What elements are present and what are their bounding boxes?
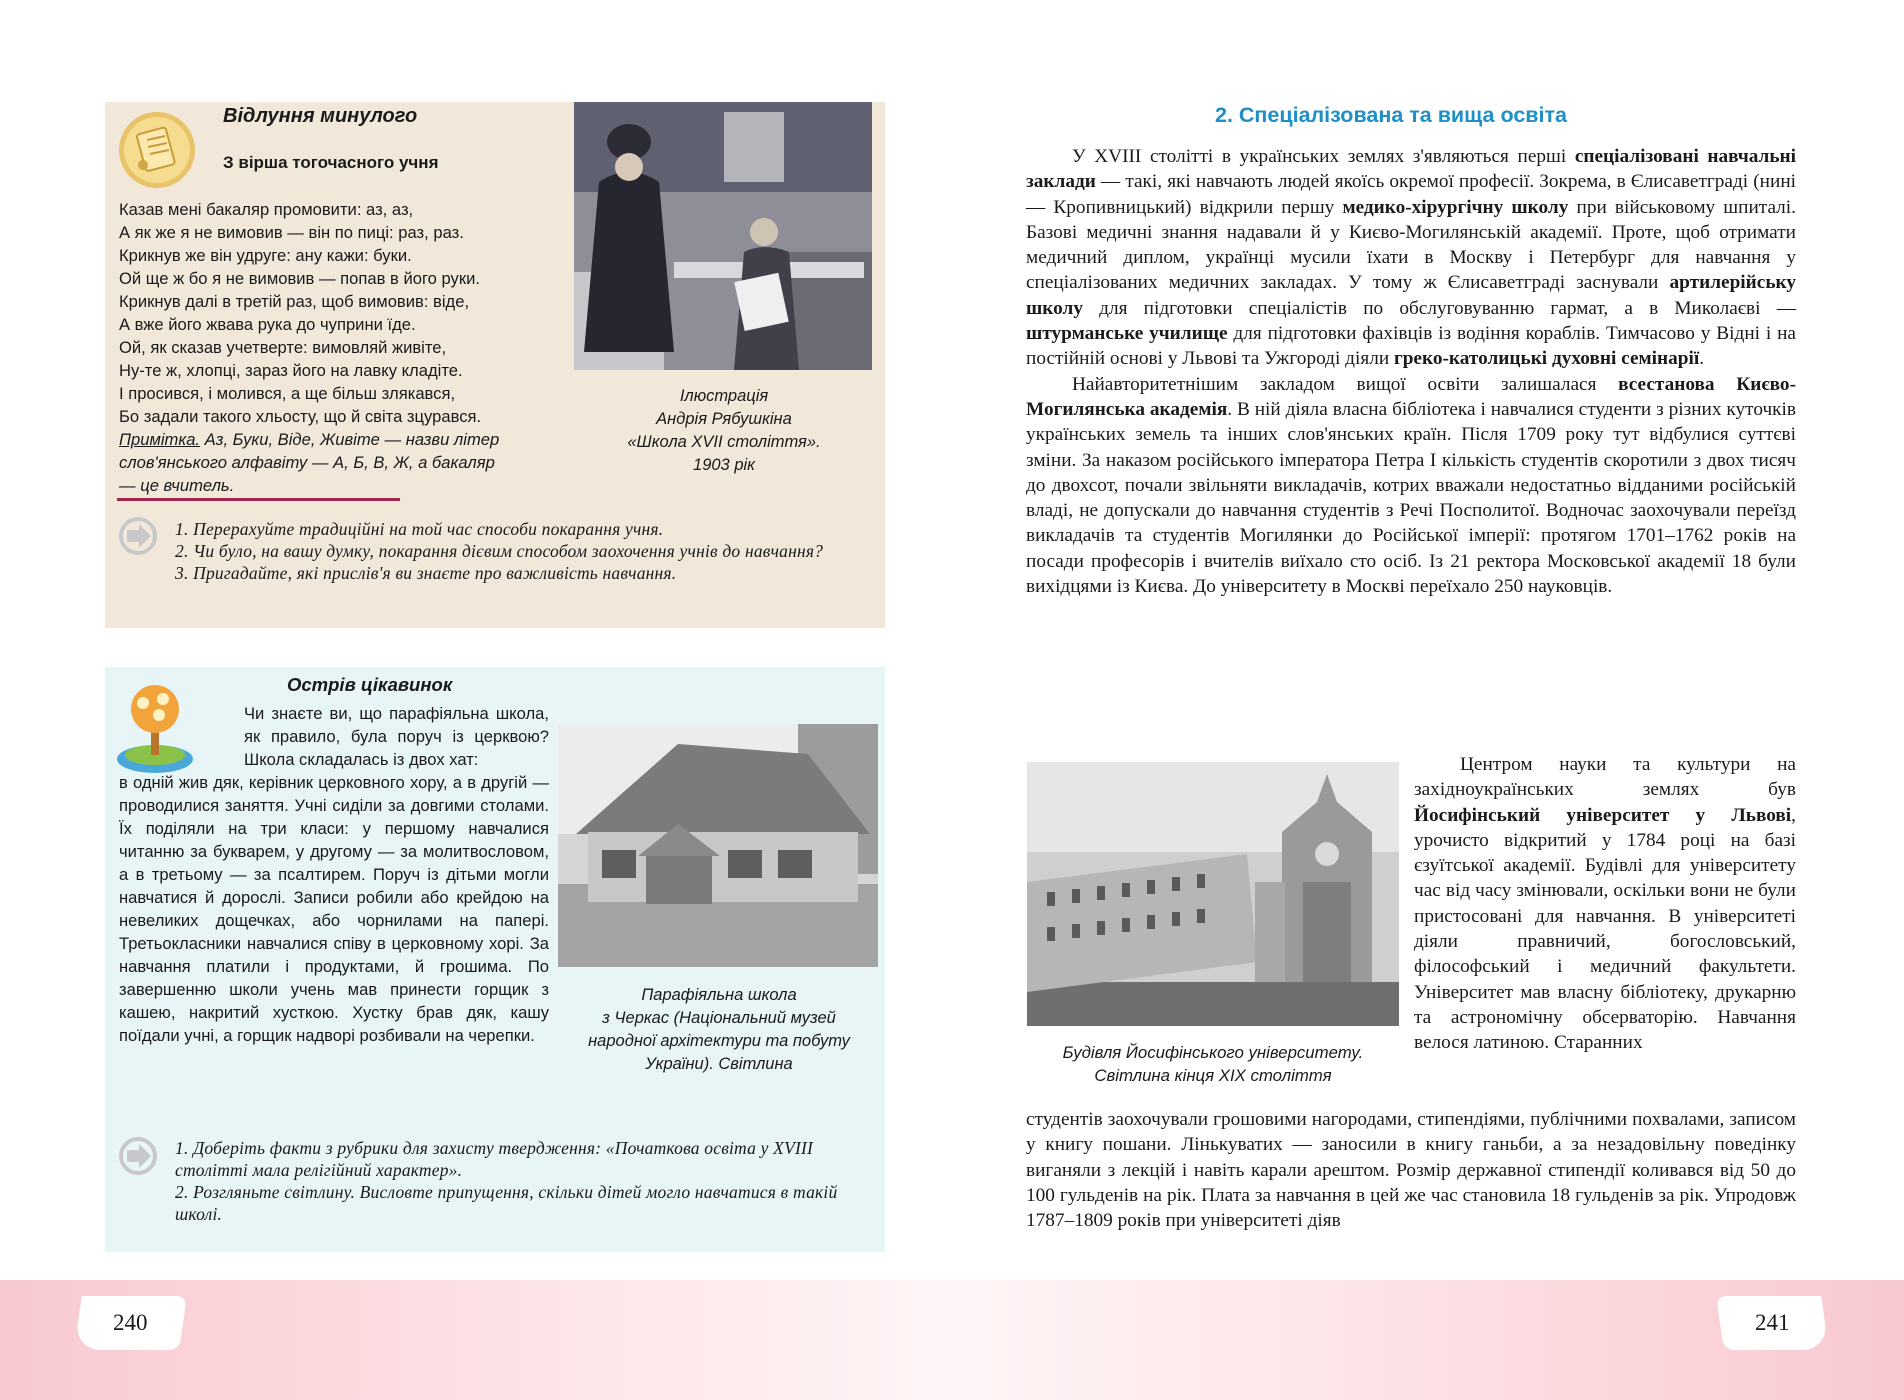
poem-line: А як же я не вимовив — він по пиці: раз, раз.: [119, 223, 464, 242]
poem-line: І просився, і молився, а ще більш злякався,: [119, 384, 456, 403]
poem: [119, 198, 579, 497]
caption-line: Світлина кінця XIX століття: [1094, 1066, 1332, 1085]
paragraph-kyiv-mohyla: Найавторитетнішим закладом вищої освіти залишалася всестанова Києво-Могилянська академія. В ній діяла власна бібліотека і навчалися студенти з різних куточків українських земель та інших слов'янських країн. Після 1709 року тут відбулися суттєві зміни. За наказом російського імператора Петра I кількість студентів скоротили з двох тисяч до двохсот, почали звільняти викладачів, котрих вважали недостатньо відданими російській владі, не допускали до навчання студентів з Речі Посполитої. Водночас заохочували переїзд викладачів та студентів Могилянки до Російської імперії: протягом 1701–1762 років на посади професорів і вчителів виїхало сто осіб. Із 21 ректора Московської академії 18 були вихідцями із Києва. До університету в Москві переїхало 250 науковців.: [1026, 373, 1796, 598]
paragraph-specialized-schools: У XVIII столітті в українських землях з'являються перші спеціалізовані навчальні заклади — такі, які навчають людей якоїсь окремої професії. Зокрема, в Єлисаветграді (нині — Кропивницький) відкрили першу медико-хірургічну школу при військовому шпиталі. Базові медичні знання надавали й у Києво-Могилянській академії. Проте, щоб отримати медичний диплом, українці мусили їхати в Москву і Петербург для навчання у спеціалізованих медичних закладах. У тому ж Єлисаветграді заснували артилерійську школу для підготовки спеціалістів по обслуговуванню гармат, а в Миколаєві — штурманське училище для підготовки фахівців із водіння кораблів. Тимчасово у Відні і на постійній основі у Львові та Ужгороді діяли греко-католицькі духовні семінарії.: [1026, 146, 1796, 370]
page-number-left: 240: [74, 1296, 187, 1350]
school-illustration: [574, 102, 872, 370]
caption-line: Будівля Йосифінського університету.: [1062, 1043, 1364, 1062]
question-item: 1. Перерахуйте традиційні на той час способи покарання учня.: [175, 519, 664, 539]
page-number-right: 241: [1716, 1296, 1829, 1350]
paragraph-lviv-university: Центром науки та культури на західноукраїнських землях був Йосифінський університет у Львові, урочисто відкритий у 1784 році на базі єзуїтської академії. Будівлі для університету час від часу змінювали, оскільки вони не були пристосовані для навчання. В університеті діяли правничий, богословський, філософський і медичний факультети. Університет мав власну бібліотеку, друкарню та астрономічну обсерваторію. Навчання велося латиною. Старанних: [1414, 754, 1796, 1054]
caption-line: Андрія Рябушкіна: [656, 410, 792, 428]
caption-line: України). Світлина: [645, 1055, 793, 1073]
poem-line: Ну-те ж, хлопці, зараз його на лавку кладіте.: [119, 361, 463, 380]
question-arrow-icon: [119, 517, 157, 555]
note-label: Примітка.: [119, 430, 201, 449]
facts-paragraph-start: Чи знаєте ви, що парафіяльна школа, як правило, була поруч із церквою? Школа складалась із двох хат:: [244, 704, 549, 769]
facts-questions: [175, 1137, 865, 1225]
question-item: 3. Пригадайте, які прислів'я ви знаєте про важливість навчання.: [175, 563, 677, 583]
paragraph-lviv-continued: студентів заохочували грошовими нагородами, стипендіями, публічними похвалами, записом у книгу пошани. Лінькуватих — заносили в книгу ганьби, а за незадовільну поведінку виганяли з лекцій і навіть карали арештом. Розмір державної стипендії коливався від 50 до 100 гульденів на рік. Плата за навчання в цей же час становила 18 гульденів за рік. Упродовж 1787–1809 років при університеті діяв: [1026, 1109, 1796, 1232]
poem-line: Ой, як сказав учетверте: вимовляй живіте,: [119, 338, 447, 357]
question-item: 2. Чи було, на вашу думку, покарання дієвим способом заохочення учнів до навчання?: [175, 541, 824, 561]
caption-line: 1903 рік: [693, 456, 755, 474]
facts-text: [119, 702, 549, 1047]
poem-subtitle: З вірша тогочасного учня: [223, 153, 439, 172]
echo-box-title: Відлуння минулого: [223, 105, 418, 127]
poem-line: Крикнув же він удруге: ану кажи: буки.: [119, 246, 412, 265]
poem-line: Крикнув далі в третій раз, щоб вимовив: віде,: [119, 292, 470, 311]
question-item: 2. Розгляньте світлину. Висловте припущення, скільки дітей могло навчатися в такій школі.: [175, 1182, 838, 1224]
facts-paragraph-rest: в одній жив дяк, керівник церковного хору, а в другій — проводилися заняття. Учні сиділи за довгими столами. Їх поділяли на три класи: у першому навчалися читанню за букварем, у другому — за молитвословом, а в третьому — за псалтирем. Поруч із дітьми могли навчатися й дорослі. Записи робили або крейдою на невеликих дощечках, або чорнилами на папері. Третьокласники навчалися співу в церковному хорі. За навчання платили і продуктами, й грошима. По завершенню школи учень мав принести горщик з кашею, накритий хусткою. Хустку брав дяк, кашу поїдали учні, а горщик надворі розбивали на черепки.: [119, 773, 549, 1045]
caption-line: Парафіяльна школа: [641, 986, 797, 1004]
poem-line: А вже його жвава рука до чуприни їде.: [119, 315, 416, 334]
question-arrow-icon: [119, 1137, 157, 1175]
echo-questions: [175, 518, 865, 584]
caption-line: народної архітектури та побуту: [588, 1032, 850, 1050]
main-text-wrap: [1414, 752, 1796, 1056]
university-photo-caption: [1027, 1041, 1399, 1087]
interesting-facts-box: [105, 667, 885, 1252]
main-text: [1026, 144, 1796, 599]
echo-of-past-box: [105, 102, 885, 628]
school-photo-caption: [564, 984, 874, 1076]
university-photo: [1027, 762, 1399, 1026]
note-text: — це вчитель.: [119, 476, 235, 495]
illustration-caption: [590, 385, 858, 477]
scroll-icon: [117, 110, 197, 190]
question-item: 1. Доберіть факти з рубрики для захисту твердження: «Початкова освіта у XVIII столітті мала релігійний характер».: [175, 1138, 814, 1180]
parish-school-photo: [558, 724, 878, 967]
caption-line: «Школа XVII століття».: [627, 433, 821, 451]
main-text-bottom: [1026, 1107, 1796, 1233]
note-text: слов'янського алфавіту — А, Б, В, Ж, а бакаляр: [119, 453, 495, 472]
caption-line: Ілюстрація: [679, 387, 769, 405]
note-text: Аз, Буки, Віде, Живіте — назви літер: [200, 430, 500, 449]
divider-rule: [117, 498, 400, 501]
poem-note: [119, 428, 579, 451]
facts-box-title: Острів цікавинок: [287, 674, 453, 695]
poem-line: Ой ще ж бо я не вимовив — попав в його руки.: [119, 269, 480, 288]
poem-line: Бо задали такого хльосту, що й світа зцурався.: [119, 407, 482, 426]
section-title: 2. Спеціалізована та вища освіта: [1215, 103, 1567, 127]
caption-line: з Черкас (Національний музей: [602, 1009, 836, 1027]
poem-line: Казав мені бакаляр промовити: аз, аз,: [119, 200, 414, 219]
